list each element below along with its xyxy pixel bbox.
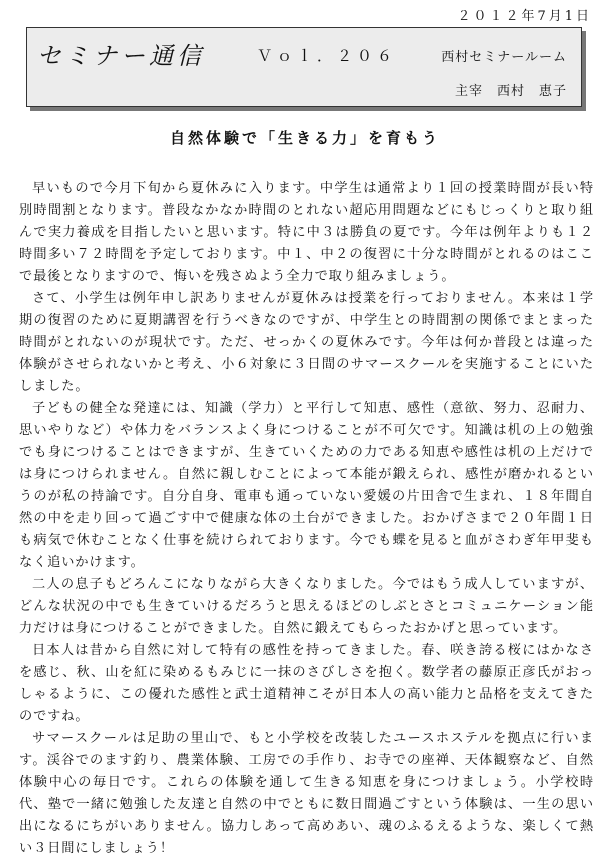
paragraph-japanese-sensibility: 日本人は昔から自然に対して特有の感性を持ってきました。春、咲き誇る桜にはかなさを感じ、秋、山を紅に染めるもみじに一抹のさびしさを抱く。数学者の藤原正彦氏がおっしゃるように、この優れた感性と武士道精神こそが日本人の高い能力と品格を支えてきたのですね。 xyxy=(19,643,594,724)
article-heading: 自然体験で「生きる力」を育もう xyxy=(169,129,440,147)
owner-name: 主宰 西村 恵子 xyxy=(454,84,567,99)
newsletter-title: セミナー通信 xyxy=(37,42,205,70)
volume-number: Ｖｏｌ．２０６ xyxy=(257,47,398,65)
paragraph-child-development: 子どもの健全な発達には、知識（学力）と平行して知恵、感性（意欲、努力、忍耐力、思いやりなど）や体力をバランスよく身につけることが不可欠です。知識は机の上の勉強でも身につけることはできますが、生きていくための力である知恵や感性は机の上だけでは身につけられません。自然に親しむことによって本能が鍛えられ、感性が磨かれるというのが私の持論です。自分自身、電車も通っていない愛媛の片田舎で生まれ、１８年間自然の中を走り回って過ごす中で健康な体の土台ができました。おかげさまで２０年間１日も病気で休むことなく仕事を続けられております。今でも蝶を見ると血がさわぎ年甲斐もなく追いかけます。 xyxy=(19,401,594,570)
issue-date: ２０１２年7月1日 xyxy=(457,9,592,24)
paragraph-sons: 二人の息子もどろんこになりながら大きくなりました。今ではもう成人していますが、どんな状況の中でも生きていけるだろうと思えるほどのしぶとさとコミュニケーション能力だけは身につけることができました。自然に鍛えてもらったおかげと思っています。 xyxy=(19,577,594,636)
masthead xyxy=(26,27,582,107)
paragraph-summer-schedule: 早いもので今月下旬から夏休みに入ります。中学生は通常より１回の授業時間が長い特別時間割となります。普段なかなか時間のとれない超応用問題などにもじっくりと取り組んで実力養成を目指したいと思います。特に中３は勝負の夏です。今年は例年よりも１２時間多い７２時間を予定しております。中１、中２の復習に十分な時間がとれるのはここで最後となりますので、悔いを残さぬよう全力で取り組みましょう。 xyxy=(19,181,594,284)
paragraph-summer-school-intro: さて、小学生は例年申し訳ありませんが夏休みは授業を行っておりません。本来は１学期の復習のために夏期講習を行うべきなのですが、中学生との時間割の関係でまとまった時間がとれないのが現状です。ただ、せっかくの夏休みです。今年は何か普段とは違った体験がさせられないかと考え、小６対象に３日間のサマースクールを実施することにいたしました。 xyxy=(19,291,594,394)
article-body xyxy=(19,178,594,860)
organization-name: 西村セミナールーム xyxy=(441,50,567,65)
paragraph-summer-school-details: サマースクールは足助の里山で、もと小学校を改装したユースホステルを拠点に行います。渓谷でのます釣り、農業体験、工房での手作り、お寺での座禅、天体観察など、自然体験中心の毎日です。これらの体験を通して生きる知恵を身につけましょう。小学校時代、塾で一緒に勉強した友達と自然の中でともに数日間過ごすという体験は、一生の思い出になるにちがいありません。協力しあって高めあい、魂のふるえるような、楽しくて熱い３日間にしましょう！ xyxy=(19,731,594,856)
